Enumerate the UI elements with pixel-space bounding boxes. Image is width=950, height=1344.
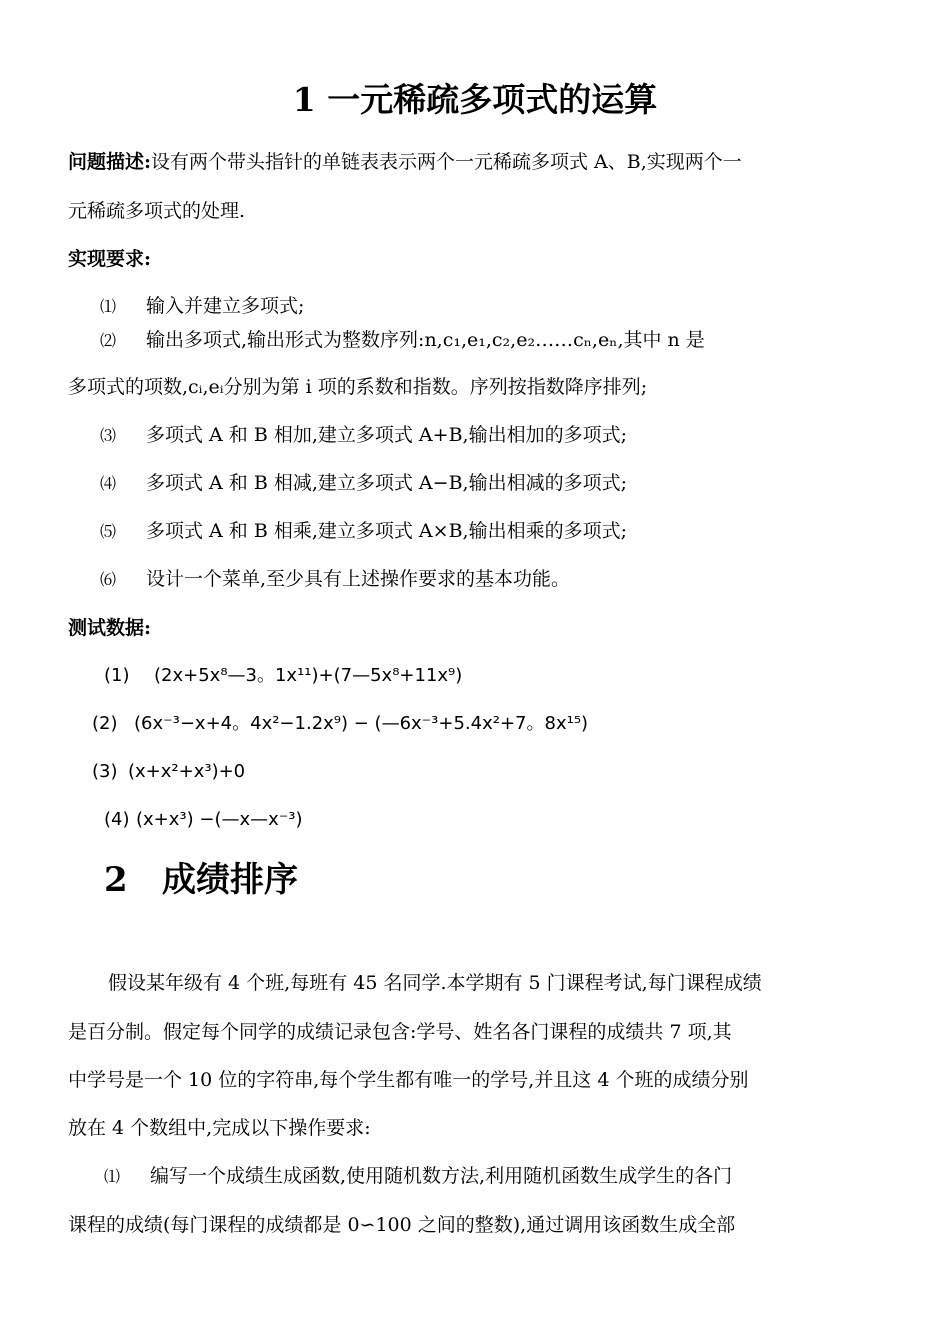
requirement-text: 多项式 A 和 B 相加,建立多项式 A+B,输出相加的多项式; xyxy=(146,424,627,446)
requirement-text: 输入并建立多项式; xyxy=(146,295,305,317)
requirement-item xyxy=(104,1164,732,1189)
requirement-number: ⑷ xyxy=(100,474,117,493)
requirement-number: ⑴ xyxy=(104,1167,121,1186)
test-number: (3) xyxy=(92,761,118,782)
test-expression: (2x+5x⁸—3。1x¹¹)+(7—5x⁸+11x⁹) xyxy=(154,665,463,686)
requirement-number: ⑶ xyxy=(100,426,117,445)
requirement-continuation: 课程的成绩(每门课程的成绩都是 0∽100 之间的整数),通过调用该函数生成全部 xyxy=(68,1214,736,1236)
requirement-text: 编写一个成绩生成函数,使用随机数方法,利用随机函数生成学生的各门 xyxy=(150,1165,733,1187)
requirement-item xyxy=(100,519,627,544)
test-expression: (6x⁻³−x+4。4x²−1.2x⁹) − (—6x⁻³+5.4x²+7。8x¹⁵) xyxy=(134,713,589,734)
problem-text-1: 设有两个带头指针的单链表表示两个一元稀疏多项式 A、B,实现两个一 xyxy=(151,151,742,173)
problem-label: 问题描述: xyxy=(68,151,152,173)
problem-line-2: 元稀疏多项式的处理. xyxy=(68,200,246,222)
test-item xyxy=(104,664,462,688)
requirements-label: 实现要求: xyxy=(68,248,152,270)
requirement-item xyxy=(100,294,304,319)
test-item xyxy=(92,712,588,736)
test-item xyxy=(92,760,245,784)
requirement-continuation: 多项式的项数,cᵢ,eᵢ分别为第 i 项的系数和指数。序列按指数降序排列; xyxy=(68,376,648,398)
paragraph-line: 假设某年级有 4 个班,每班有 45 名同学.本学期有 5 门课程考试,每门课程成绩 xyxy=(108,972,762,994)
test-number: (4) xyxy=(104,809,130,830)
test-number: (2) xyxy=(92,713,118,734)
section2-number: 2 xyxy=(104,860,128,900)
paragraph-line: 中学号是一个 10 位的字符串,每个学生都有唯一的学号,并且这 4 个班的成绩分别 xyxy=(68,1069,749,1091)
requirement-text: 多项式 A 和 B 相乘,建立多项式 A×B,输出相乘的多项式; xyxy=(146,520,627,542)
requirement-number: ⑴ xyxy=(100,297,117,316)
section2-heading xyxy=(104,860,298,900)
section2-title: 成绩排序 xyxy=(162,860,298,900)
test-data-label: 测试数据: xyxy=(68,617,152,639)
paragraph-line: 是百分制。假定每个同学的成绩记录包含:学号、姓名各门课程的成绩共 7 项,其 xyxy=(68,1021,732,1043)
requirement-text: 输出多项式,输出形式为整数序列:n,c₁,e₁,c₂,e₂……cₙ,eₙ,其中 n 是 xyxy=(146,329,705,351)
requirement-number: ⑸ xyxy=(100,522,117,541)
requirement-item xyxy=(100,423,627,448)
requirement-text: 设计一个菜单,至少具有上述操作要求的基本功能。 xyxy=(146,568,571,590)
problem-line-1 xyxy=(68,150,742,174)
test-number: (1) xyxy=(104,665,130,686)
test-item xyxy=(104,808,303,832)
requirement-item xyxy=(100,328,705,353)
requirement-number: ⑹ xyxy=(100,570,117,589)
requirement-number: ⑵ xyxy=(100,331,117,350)
section1-title: 1 一元稀疏多项式的运算 xyxy=(292,80,658,119)
paragraph-line: 放在 4 个数组中,完成以下操作要求: xyxy=(68,1117,371,1139)
test-expression: (x+x²+x³)+0 xyxy=(128,761,246,782)
requirement-text: 多项式 A 和 B 相减,建立多项式 A−B,输出相减的多项式; xyxy=(146,472,627,494)
test-expression: (x+x³) −(—x—x⁻³) xyxy=(136,809,303,830)
requirement-item xyxy=(100,471,627,496)
requirement-item xyxy=(100,567,570,592)
